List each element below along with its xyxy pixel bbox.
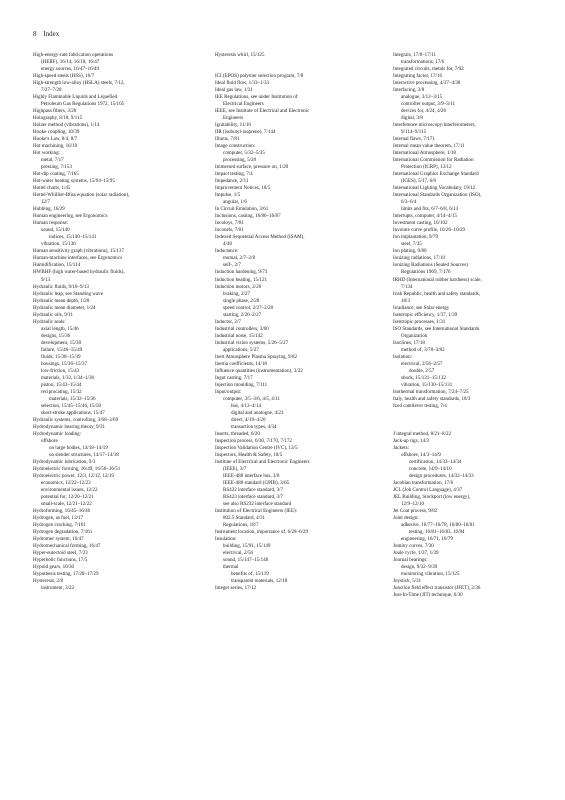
- index-entry: Ionizing radiations, 17/10: [393, 255, 446, 262]
- index-entry: International Atmosphere, 1/18: [393, 150, 456, 157]
- index-entry: Image construction:: [215, 143, 256, 150]
- index-subentry: materials, 1/32, 1/34–1/36: [41, 374, 94, 381]
- index-entry: IIR (isobutyl-isoprene), 7/144: [215, 129, 276, 136]
- index-subentry: digital and analogue, 4/23: [231, 409, 284, 416]
- index-subentry: thermal: [223, 564, 239, 571]
- index-entry: Institute of Electrical and Electronic Engineers: [215, 458, 310, 465]
- index-subentry: 6/3–6/4: [401, 199, 417, 206]
- index-entry: International Commission for Radiation: [393, 157, 474, 164]
- index-entry: Hydrogen, as fuel, 13/17: [33, 515, 84, 522]
- index-subentry: (IGES), 5/17, 6/6: [401, 178, 437, 185]
- index-subentry: low-friction, 15/43: [41, 367, 80, 374]
- index-entry: Jack-up rigs, 14/3: [393, 437, 430, 444]
- index-entry: IEEE, see Institute of Electrical and Electronic: [215, 108, 310, 115]
- index-subentry: design, 9/32–9/39: [401, 564, 438, 571]
- page-number: 8: [33, 30, 37, 38]
- index-entry: Hypothesis testing, 17/28–17/29: [33, 571, 99, 578]
- index-subentry: computer, 3/5–3/6, 4/5, 4/11: [223, 395, 281, 402]
- index-entry: Jacobian transformation, 17/6: [393, 479, 454, 486]
- section-gap: [393, 424, 565, 431]
- index-subentry: braking, 2/27: [223, 290, 250, 297]
- index-entry: Hydraulic systems, controlling, 3/68–3/69: [33, 416, 119, 423]
- index-entry: Hydraulic seals:: [33, 318, 66, 325]
- index-entry: Hooke's Law, 8/4, 8/7: [33, 136, 78, 143]
- index-entry: Human response:: [33, 220, 69, 227]
- index-entry: Holography, 8/18, 9/115: [33, 115, 83, 122]
- index-subentry: starting, 2/26–2/27: [223, 311, 262, 318]
- index-entry: Hot-dip coating, 7/165: [33, 171, 79, 178]
- index-entry: Industrial noise, 15/142: [215, 332, 263, 339]
- section-gap: [215, 66, 391, 73]
- index-entry: Journal bearings:: [393, 557, 428, 564]
- index-subentry: bus, 4/13–4/14: [231, 402, 262, 409]
- index-subentry: metal, 7/17: [41, 157, 64, 164]
- index-subentry: building, 15/91, 15/149: [223, 543, 271, 550]
- index-subentry: 7/27–7/28: [41, 87, 62, 94]
- index-entry: Hydrogen cracking, 7/161: [33, 522, 86, 529]
- index-subentry: transformations, 17/6: [401, 59, 445, 66]
- index-entry: Ideal gas law, 1/31: [215, 87, 253, 94]
- index-subentry: IEEE-488 interface bus, 3/8: [223, 472, 280, 479]
- index-entry: Involute curve profile, 10/26–10/29: [393, 227, 466, 234]
- index-subentry: selection, 15/45–15/46, 15/50: [41, 402, 101, 409]
- index-subentry: designs, 15/36: [41, 332, 71, 339]
- index-entry: Hydroelectric power, 12/3, 12/12, 12/19: [33, 472, 114, 479]
- index-entry: Interfacing, 3/8: [393, 87, 425, 94]
- index-subentry: failure, 15/46–15/49: [41, 346, 83, 353]
- index-entry: Jominy curves, 7/30: [393, 543, 434, 550]
- index-entry: Hyper-eutectoid steel, 7/23: [33, 550, 88, 557]
- index-entry: Hydromec system, 16/47: [33, 536, 84, 543]
- index-subentry: sound, 15/140: [41, 227, 70, 234]
- index-entry: Joystick, 5/31: [393, 578, 422, 585]
- index-entry: IRHD (International rubber hardness) scale,: [393, 276, 482, 283]
- index-entry: Inserts, threaded, 6/20: [215, 430, 260, 437]
- index-subentry: Electrical Engineers: [223, 101, 264, 108]
- index-subentry: reciprocating, 15/32: [41, 388, 82, 395]
- index-entry: Inspection process, 6/30, 7/170, 7/172: [215, 437, 292, 444]
- index-entry: Hydromechanical forming, 16/47: [33, 543, 101, 550]
- index-subentry: testing, 16/81–16/83, 16/84: [409, 529, 465, 536]
- index-entry: Ionizing Radiations (Sealed Sources): [393, 262, 468, 269]
- index-subentry: environmental issues, 12/22: [41, 486, 98, 493]
- index-entry: Human sensitivity graph (vibrations), 15/137: [33, 248, 124, 255]
- index-subentry: angular, 1/6: [223, 199, 247, 206]
- index-subentry: vibration, 15/136: [41, 241, 76, 248]
- index-entry: Ideal fluid flow, 1/33–1/33: [215, 80, 270, 87]
- index-entry: J integral method, 8/21–8/22: [393, 430, 452, 437]
- index-subentry: steel, 7/35: [401, 241, 422, 248]
- index-column-1: [33, 52, 209, 592]
- index-subentry: Protection (ICRP), 13/12: [401, 164, 452, 171]
- index-entry: Inert Atmosphere Plasma Spraying, 9/82: [215, 353, 297, 360]
- index-entry: Induction hardening, 9/73: [215, 269, 268, 276]
- index-entry: Illums, 7/81: [215, 136, 240, 143]
- index-entry: Hottel-Whillier-Bliss equation (solar radiation),: [33, 192, 130, 199]
- section-gap: [215, 59, 391, 66]
- index-entry: Impulse, 1/5: [215, 192, 241, 199]
- index-entry: Insulation:: [215, 536, 237, 543]
- index-subentry: Engineers: [223, 115, 244, 122]
- index-subentry: materials, 15/32–15/36: [49, 395, 96, 402]
- index-subentry: 18/3: [401, 297, 410, 304]
- index-subentry: 4/40: [223, 241, 232, 248]
- index-subentry: vibration, 15/130–15/131: [401, 381, 453, 388]
- index-entry: International Graphics Exchange Standard: [393, 171, 479, 178]
- index-entry: Industrial vision systems, 5/26–5/27: [215, 339, 289, 346]
- index-entry: IEE Regulations, see under Institution of: [215, 94, 298, 101]
- index-subentry: limits and fits, 6/7–6/8, 6/13: [401, 206, 459, 213]
- index-entry: Hot-water heating systems, 15/94–15/95: [33, 178, 115, 185]
- index-subentry: electrical, 2/56–2/57: [401, 360, 443, 367]
- index-subentry: transaction types, 4/34: [231, 423, 277, 430]
- index-entry: Impedance, 2/11: [215, 178, 249, 185]
- index-entry: Hydrogen degradation, 7/161: [33, 529, 93, 536]
- index-subentry: double, 2/57: [409, 367, 435, 374]
- index-subentry: pressing, 7/153: [41, 164, 72, 171]
- index-subentry: applications, 5/27: [223, 346, 259, 353]
- index-entry: Izod cantilever testing, 7/4: [393, 402, 447, 409]
- index-entry: Just-In-Time (JIT) technique, 6/30: [393, 592, 463, 599]
- index-entry: Hydrodynamic lubrication, 9/3: [33, 458, 96, 465]
- section-gap: [393, 410, 565, 417]
- index-entry: Integrals, 17/8–17/11: [393, 52, 436, 58]
- index-column-3: [393, 52, 565, 599]
- index-subentry: Regulations, 18/7: [223, 522, 259, 529]
- index-entry: Inductor, 2/7: [215, 318, 241, 325]
- index-subentry: mutual, 2/7–2/8: [223, 255, 255, 262]
- index-subentry: Organization: [401, 332, 428, 339]
- index-subentry: axial length, 15/46: [41, 325, 79, 332]
- index-entry: Input/output:: [215, 388, 242, 395]
- index-entry: Irish Republic, health and safety standards,: [393, 290, 481, 297]
- index-entry: Isentropic efficiency, 1/37, 1/39: [393, 311, 458, 318]
- index-entry: Internal flaws, 7/171: [393, 136, 435, 143]
- index-subentry: processing, 5/28: [223, 157, 257, 164]
- index-entry: Investment casting, 16/102: [393, 220, 448, 227]
- index-subentry: speed control, 2/27–2/28: [223, 304, 274, 311]
- index-subentry: small-scale, 12/21–12/22: [41, 501, 92, 507]
- index-subentry: 12/9–12/10: [401, 501, 424, 507]
- index-entry: Isolation:: [393, 353, 413, 360]
- index-subentry: offshore: [41, 437, 58, 444]
- index-entry: Incoloys, 7/81: [215, 220, 244, 227]
- index-subentry: instrument, 3/22: [41, 585, 75, 592]
- index-entry: Hot machining, 16/10: [33, 143, 78, 150]
- index-entry: Interference microscopy/interferometers,: [393, 122, 476, 129]
- index-entry: Humidification, 15/114: [33, 262, 81, 269]
- index-entry: Interrupts, computer, 4/14–4/15: [393, 213, 457, 220]
- index-entry: Hypoid gears, 10/30: [33, 564, 75, 571]
- index-entry: Inconels, 7/81: [215, 227, 244, 234]
- index-entry: Ignitability, 11/16: [215, 122, 251, 129]
- index-entry: Inspectors, Health & Safety, 18/5: [215, 451, 283, 458]
- index-subentry: (HERF), 16/14, 16/18, 16/47: [41, 59, 100, 66]
- index-subentry: 9/13: [41, 276, 50, 283]
- index-subentry: computer, 5/32–5/35: [223, 150, 265, 157]
- index-subentry: Regulations 1969, 7/176: [401, 269, 451, 276]
- index-entry: Induction motors, 2/26: [215, 283, 262, 290]
- index-entry: Ingot casting, 7/17: [215, 374, 253, 381]
- index-subentry: on large bodies, 14/18–14/19: [49, 444, 108, 451]
- index-subentry: engineering, 16/71, 16/79: [401, 536, 453, 543]
- index-entry: Hysteresis whirl, 15/125: [215, 52, 265, 58]
- index-subentry: see also RS232 interface standard: [223, 501, 292, 507]
- index-entry: Isentropic processes, 1/31: [393, 318, 446, 325]
- index-entry: Integrated circuits, metals for, 7/92: [393, 66, 464, 73]
- index-entry: Hydrodynamic bearing theory, 9/31: [33, 423, 105, 430]
- index-entry: Hydrodynamic loading:: [33, 430, 82, 437]
- index-entry: Hydraulic mean diameter, 1/24: [33, 304, 96, 311]
- index-subentry: method of, 3/78–3/82: [401, 346, 445, 353]
- index-entry: Hysteresis, 2/8: [33, 578, 63, 585]
- index-subentry: IEEE-488 standard (GPIB), 3/65: [223, 479, 290, 486]
- index-entry: Hyperbolic functions, 17/5: [33, 557, 88, 564]
- index-entry: Improvement Notices, 18/5: [215, 185, 271, 192]
- index-entry: Hydroforming, 16/45–16/46: [33, 508, 91, 515]
- index-entry: Impact testing, 7/4: [215, 171, 253, 178]
- index-subentry: adhesive, 16/77–16/78, 16/80–16/81: [401, 522, 475, 529]
- index-subentry: housings, 15/36–15/37: [41, 360, 87, 367]
- index-entry: Integer series, 17/12: [215, 585, 257, 592]
- index-subentry: (IEEE), 3/7: [223, 465, 247, 472]
- index-entry: Junction field effect transistor (JFET), 2/36: [393, 585, 481, 592]
- index-entry: Inclusions, casting, 16/86–16/87: [215, 213, 281, 220]
- index-entry: Human engineering, see Ergonomics: [33, 213, 108, 220]
- index-column-2: [215, 52, 391, 592]
- index-entry: Inertia coefficients, 14/18: [215, 360, 267, 367]
- index-entry: Ion implantation, 9/79: [393, 234, 438, 241]
- index-subentry: controller output, 3/9–3/11: [401, 101, 456, 108]
- index-subentry: single phase, 2/28: [223, 297, 260, 304]
- index-entry: Human-machine interfaces, see Ergonomics: [33, 255, 123, 262]
- index-subentry: digital, 3/8: [401, 115, 423, 122]
- index-entry: Institution of Electrical Engineers (IEE):: [215, 508, 298, 515]
- index-subentry: transparent materials, 12/18: [231, 578, 288, 585]
- index-entry: Indexed Sequential Access Method (ISAM),: [215, 234, 305, 241]
- index-subentry: potential for, 12/20–12/21: [41, 493, 94, 500]
- index-subentry: self-, 2/7: [223, 262, 241, 269]
- index-subentry: certification, 14/33–14/34: [409, 458, 462, 465]
- index-entry: Hottel charts, 1/45: [33, 185, 71, 192]
- index-entry: High-energy-rate fabrication operations: [33, 52, 114, 58]
- index-entry: Immersed surface, pressure on, 1/20: [215, 164, 289, 171]
- index-entry: Isoclines, 17/18: [393, 339, 425, 346]
- index-entry: Influence quantities (instrumentation), 3/22: [215, 367, 303, 374]
- index-entry: International Standards Organization (ISO),: [393, 192, 482, 199]
- index-subentry: Petroleum Gas Regulations 1972, 15/105: [41, 101, 125, 108]
- index-subentry: economics, 12/22–12/23: [41, 479, 91, 486]
- index-entry: Hot working:: [33, 150, 61, 157]
- index-entry: International Lighting Vocabulary, 19/12: [393, 185, 476, 192]
- index-entry: HWBHF (high water-based hydraulic fluids),: [33, 269, 125, 276]
- index-entry: Italy, health and safety standards, 18/3: [393, 395, 471, 402]
- index-entry: Joint design:: [393, 515, 419, 522]
- index-entry: Hydraulic leap, see Standing wave: [33, 290, 103, 297]
- index-entry: Irradiance, see Solar energy: [393, 304, 450, 311]
- index-entry: ICI (EPOS) polymer selection program, 7/8: [215, 73, 304, 80]
- index-subentry: piston, 15/43–15/44: [41, 381, 82, 388]
- index-subentry: monitoring vibration, 15/125: [401, 571, 460, 578]
- index-subentry: development, 15/30: [41, 339, 82, 346]
- index-entry: High-strength low-alloy (HSLA) steels, 7/12,: [33, 80, 125, 87]
- index-entry: Jet Coat process, 9/82: [393, 508, 438, 515]
- index-entry: Highpass filters, 3/20: [33, 108, 77, 115]
- index-entry: Hooke coupling, 10/39: [33, 129, 80, 136]
- index-entry: JEL Building, Stockport (low energy),: [393, 493, 471, 500]
- index-entry: Instrument location, importance of, 6/28–6/29: [215, 529, 309, 536]
- index-subentry: sound, 15/147–15/148: [223, 557, 269, 564]
- index-subentry: devices for, 4/24, 4/26: [401, 108, 447, 115]
- index-subentry: 7/134: [401, 283, 413, 290]
- page-header: [33, 30, 59, 39]
- index-entry: Hydraulic fluids, 9/10–9/13: [33, 283, 89, 290]
- index-subentry: RS422 interface standard, 3/7: [223, 486, 283, 493]
- index-entry: Injection moulding, 7/111: [215, 381, 268, 388]
- section-gap: [393, 417, 565, 424]
- index-entry: High-speed steels (HSS), 16/7: [33, 73, 95, 80]
- index-entry: ISO Standards, see International Standards: [393, 325, 480, 332]
- index-entry: Integrating factor, 17/16: [393, 73, 442, 80]
- index-entry: Hydraulic oils, 9/11: [33, 311, 74, 318]
- index-subentry: analogue, 3/12–3/15: [401, 94, 443, 101]
- index-subentry: 802.5 Standard, 4/31: [223, 515, 266, 522]
- index-entry: Isothermal transformation, 7/24–7/25: [393, 388, 469, 395]
- index-subentry: on slender structures, 14/17–14/18: [49, 451, 119, 458]
- index-subentry: benefits of, 15/119: [231, 571, 269, 578]
- index-entry: Industrial controllers, 3/60: [215, 325, 269, 332]
- index-subentry: direct, 4/19–4/20: [231, 416, 266, 423]
- index-entry: Induction heating, 15/121: [215, 276, 268, 283]
- index-entry: Jackets:: [393, 444, 409, 451]
- page-title: Index: [43, 30, 60, 38]
- index-entry: Highly Flammable Liquids and Liquefied: [33, 94, 118, 101]
- index-subentry: electrical, 2/56: [223, 550, 253, 557]
- index-subentry: energy sources, 16/47–16/49: [41, 66, 100, 73]
- index-subentry: design procedures, 14/32–14/33: [409, 472, 474, 479]
- index-entry: Joule cycle, 1/37, 1/39: [393, 550, 439, 557]
- index-subentry: indices, 15/140–15/141: [49, 234, 97, 241]
- index-entry: Inductance:: [215, 248, 239, 255]
- index-entry: Hubbing, 16/29: [33, 206, 65, 213]
- index-subentry: shock, 15/131–15/132: [401, 374, 446, 381]
- index-entry: Hydraulic mean depth, 1/28: [33, 297, 90, 304]
- index-entry: In Circuit Emulation, 3/61: [215, 206, 269, 213]
- index-subentry: fluids, 15/38–15/39: [41, 353, 81, 360]
- index-subentry: 12/7: [41, 199, 50, 206]
- index-entry: Inspection Validation Centre (IVC), 13/5: [215, 444, 298, 451]
- index-subentry: offshore, 14/3–14/9: [401, 451, 441, 458]
- index-entry: Hydroelectric forming, 16/49, 16/50–16/51: [33, 465, 121, 472]
- index-entry: Internal mean value theorem, 17/11: [393, 143, 465, 150]
- index-subentry: 9/114–9/115: [401, 129, 427, 136]
- index-subentry: concrete, 14/9–14/10: [409, 465, 452, 472]
- index-subentry: RS423 interface standard, 3/7: [223, 493, 283, 500]
- index-subentry: short-stroke applications, 15/47: [41, 409, 105, 416]
- index-entry: Interactive processing, 4/37–4/38: [393, 80, 461, 87]
- index-entry: Holzer method (vibrations), 1/14: [33, 122, 100, 129]
- index-entry: JCL (Job Control Language), 4/37: [393, 486, 463, 493]
- index-entry: Ion plating, 9/80: [393, 248, 427, 255]
